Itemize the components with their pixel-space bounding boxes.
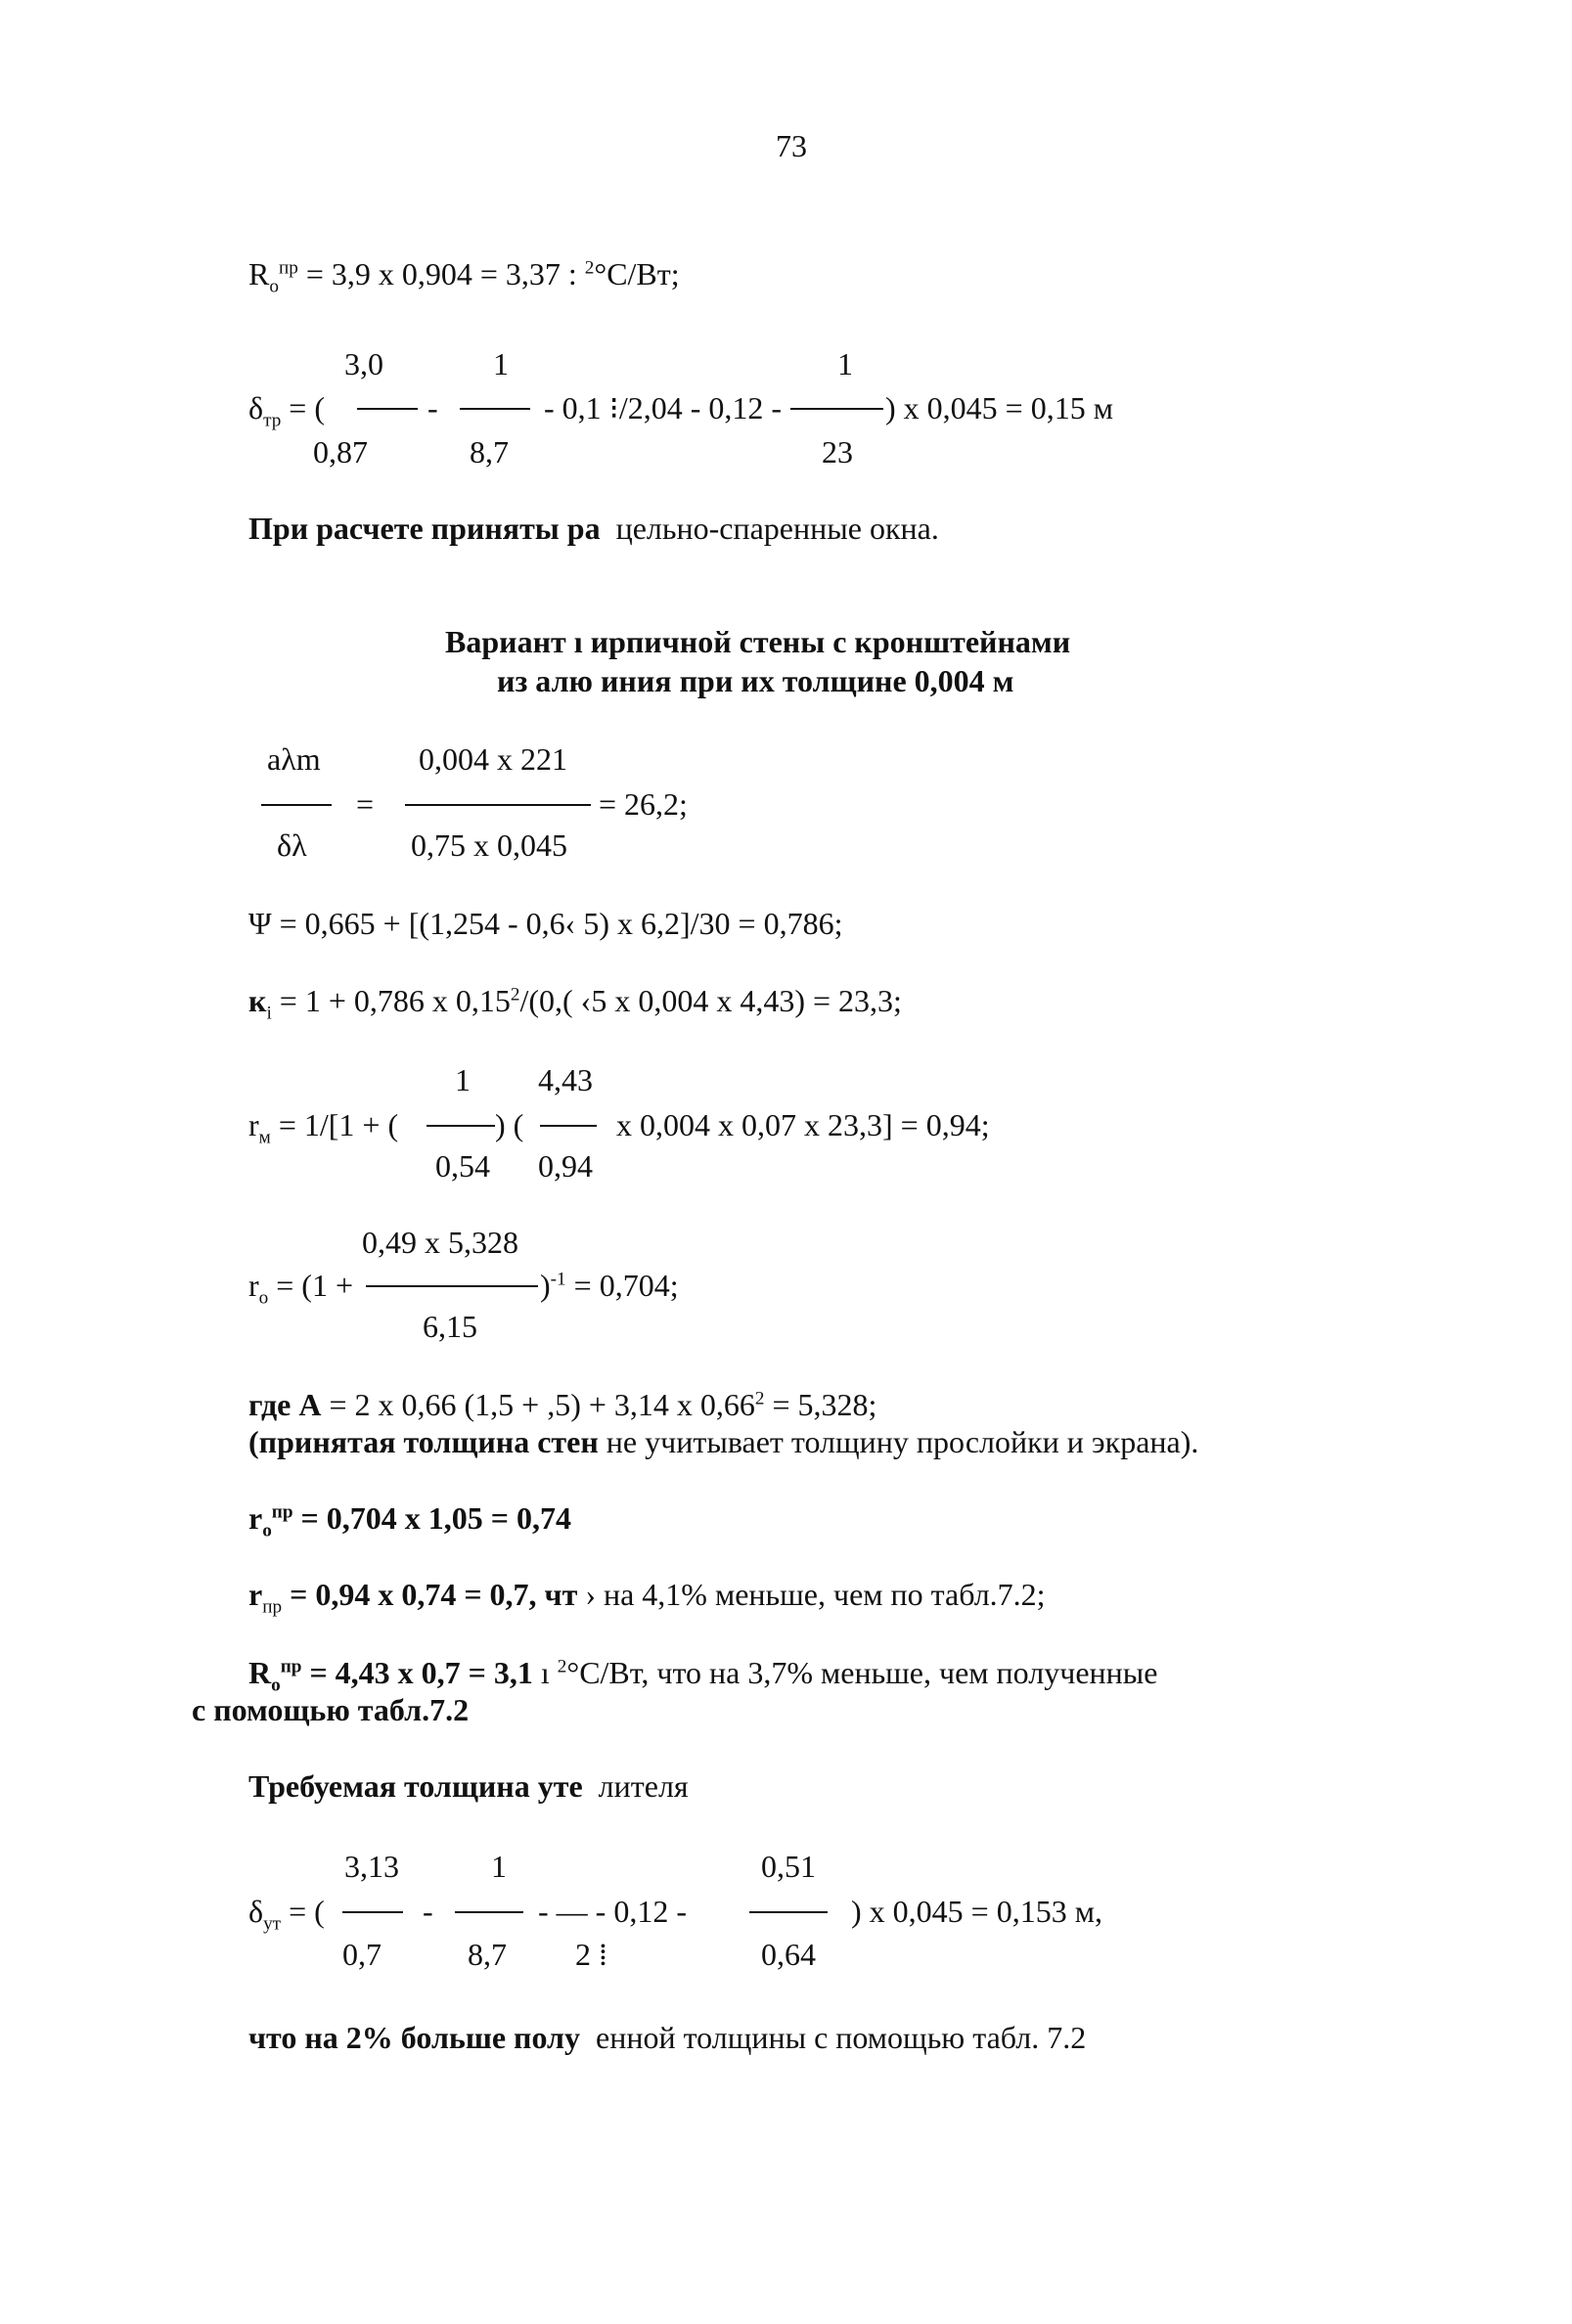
eq12-minus: - bbox=[423, 1894, 433, 1929]
eq7-result: )$^{-1}$ = 0,704; bbox=[540, 1268, 679, 1303]
eq12-result: ) x 0,045 = 0,153 м, bbox=[851, 1894, 1102, 1929]
eq2-minus: - bbox=[427, 390, 438, 425]
eq12-denominator-2: 8,7 bbox=[468, 1937, 507, 1972]
eq12-numerator-2: 1 bbox=[491, 1849, 507, 1884]
conclusion-line: что на 2% больше полу енной толщины с помощью табл. 7.2 bbox=[248, 2020, 1087, 2055]
eq12-denominator-3: 0,64 bbox=[761, 1937, 816, 1972]
equation-area: где А = 2 x 0,66 (1,5 + ,5) + 3,14 x $0,66^2 = 5,328$; bbox=[248, 1387, 877, 1422]
eq2-middle-terms: - 0,1 ⁝/2,04 - 0,12 - bbox=[544, 390, 783, 425]
eq3-numerator-1: aλm bbox=[267, 741, 321, 777]
eq3-equals: = bbox=[356, 786, 375, 822]
eq2-fraction-bar-1 bbox=[357, 408, 418, 410]
equation-required-thickness: $\delta_{ут}$ = ( bbox=[248, 1894, 325, 1935]
eq2-denominator-1: 0,87 bbox=[313, 434, 368, 469]
eq6-numerator-2: 4,43 bbox=[538, 1062, 593, 1097]
required-thickness-label: Требуемая толщина уте лителя bbox=[248, 1768, 689, 1804]
eq3-result: = 26,2; bbox=[599, 786, 688, 822]
equation-ro: $r_o = (1$ + bbox=[248, 1268, 353, 1309]
section-heading-line-1: Вариант ı ирпичной стены с кронштейнами bbox=[445, 624, 1071, 659]
equation-rm: $r_м = 1/[1$ + ( bbox=[248, 1107, 399, 1148]
eq3-fraction-bar-2 bbox=[405, 804, 591, 806]
equation-ro-reduced: $r_o^{пр} = 0,704$ x 1,05 = 0,74 bbox=[248, 1500, 571, 1542]
eq7-numerator: 0,49 x 5,328 bbox=[362, 1225, 518, 1260]
eq3-denominator-2: 0,75 x 0,045 bbox=[411, 827, 567, 863]
eq12-middle-terms: - — - 0,12 - bbox=[538, 1894, 687, 1929]
eq6-parenthesis: ) ( bbox=[495, 1107, 524, 1142]
eq12-numerator-1: 3,13 bbox=[344, 1849, 399, 1884]
eq3-fraction-bar-1 bbox=[261, 804, 332, 806]
windows-note: При расчете приняты ра цельно-спаренные окна. bbox=[248, 511, 939, 546]
eq2-denominator-2: 8,7 bbox=[470, 434, 509, 469]
equation-reduced-resistance: $R_o^{пр} = 3,9$ x 0,904 = 3,37 : $^2$°C/Вт; bbox=[248, 256, 680, 297]
eq2-numerator-3: 1 bbox=[837, 346, 853, 381]
eq6-fraction-bar-2 bbox=[540, 1125, 597, 1127]
eq12-fraction-bar-3 bbox=[749, 1911, 828, 1913]
eq6-fraction-bar-1 bbox=[427, 1125, 495, 1127]
eq2-denominator-3: 23 bbox=[822, 434, 853, 469]
eq6-numerator-1: 1 bbox=[455, 1062, 471, 1097]
eq6-result: x 0,004 x 0,07 x 23,3] = 0,94; bbox=[616, 1107, 990, 1142]
eq12-denominator-1: 0,7 bbox=[342, 1937, 382, 1972]
eq12-fraction-bar-1 bbox=[342, 1911, 403, 1913]
equation-insulation-thickness: $\delta_{тр}$ = ( bbox=[248, 390, 325, 431]
eq2-result: ) x 0,045 = 0,15 м bbox=[885, 390, 1113, 425]
eq3-numerator-2: 0,004 x 221 bbox=[419, 741, 567, 777]
eq12-denominator-mid: 2 ⁞ bbox=[575, 1937, 607, 1972]
eq12-numerator-3: 0,51 bbox=[761, 1849, 816, 1884]
eq2-numerator-1: 3,0 bbox=[344, 346, 383, 381]
eq2-fraction-bar-3 bbox=[790, 408, 883, 410]
eq6-denominator-1: 0,54 bbox=[435, 1148, 490, 1184]
eq2-numerator-2: 1 bbox=[493, 346, 509, 381]
equation-k: $к_i = 1 + 0,786$ x 0,15$^2$/(0,( ‹5 x 0,004 x 4,43) = 23,3; bbox=[248, 983, 902, 1024]
section-heading-line-2: из алю иния при их толщине 0,004 м bbox=[497, 663, 1014, 698]
eq7-fraction-bar bbox=[366, 1285, 538, 1287]
eq7-denominator: 6,15 bbox=[423, 1309, 477, 1344]
eq3-denominator-1: δλ bbox=[277, 827, 307, 863]
thickness-note: (принятая толщина стен не учитывает толщину прослойки и экрана). bbox=[248, 1424, 1199, 1459]
page-number: 73 bbox=[776, 128, 807, 163]
equation-rpr: $r_{пр} = 0,94$ x 0,74 = 0,7, чт › на 4,1% меньше, чем по табл.7.2; bbox=[248, 1577, 1046, 1618]
equation-r-reduced-final: $R_o^{пр} = 4,43$ x 0,7 = 3,1 ı $^2$°C/Вт, что на 3,7% меньше, чем полученные bbox=[248, 1655, 1158, 1696]
eq6-denominator-2: 0,94 bbox=[538, 1148, 593, 1184]
equation-psi: Ψ = 0,665 + [(1,254 - 0,6‹ 5) x 6,2]/30 = 0,786; bbox=[248, 906, 843, 941]
eq2-fraction-bar-2 bbox=[460, 408, 530, 410]
eq12-fraction-bar-2 bbox=[455, 1911, 523, 1913]
equation-r-reduced-line-2: с помощью табл.7.2 bbox=[192, 1692, 470, 1727]
